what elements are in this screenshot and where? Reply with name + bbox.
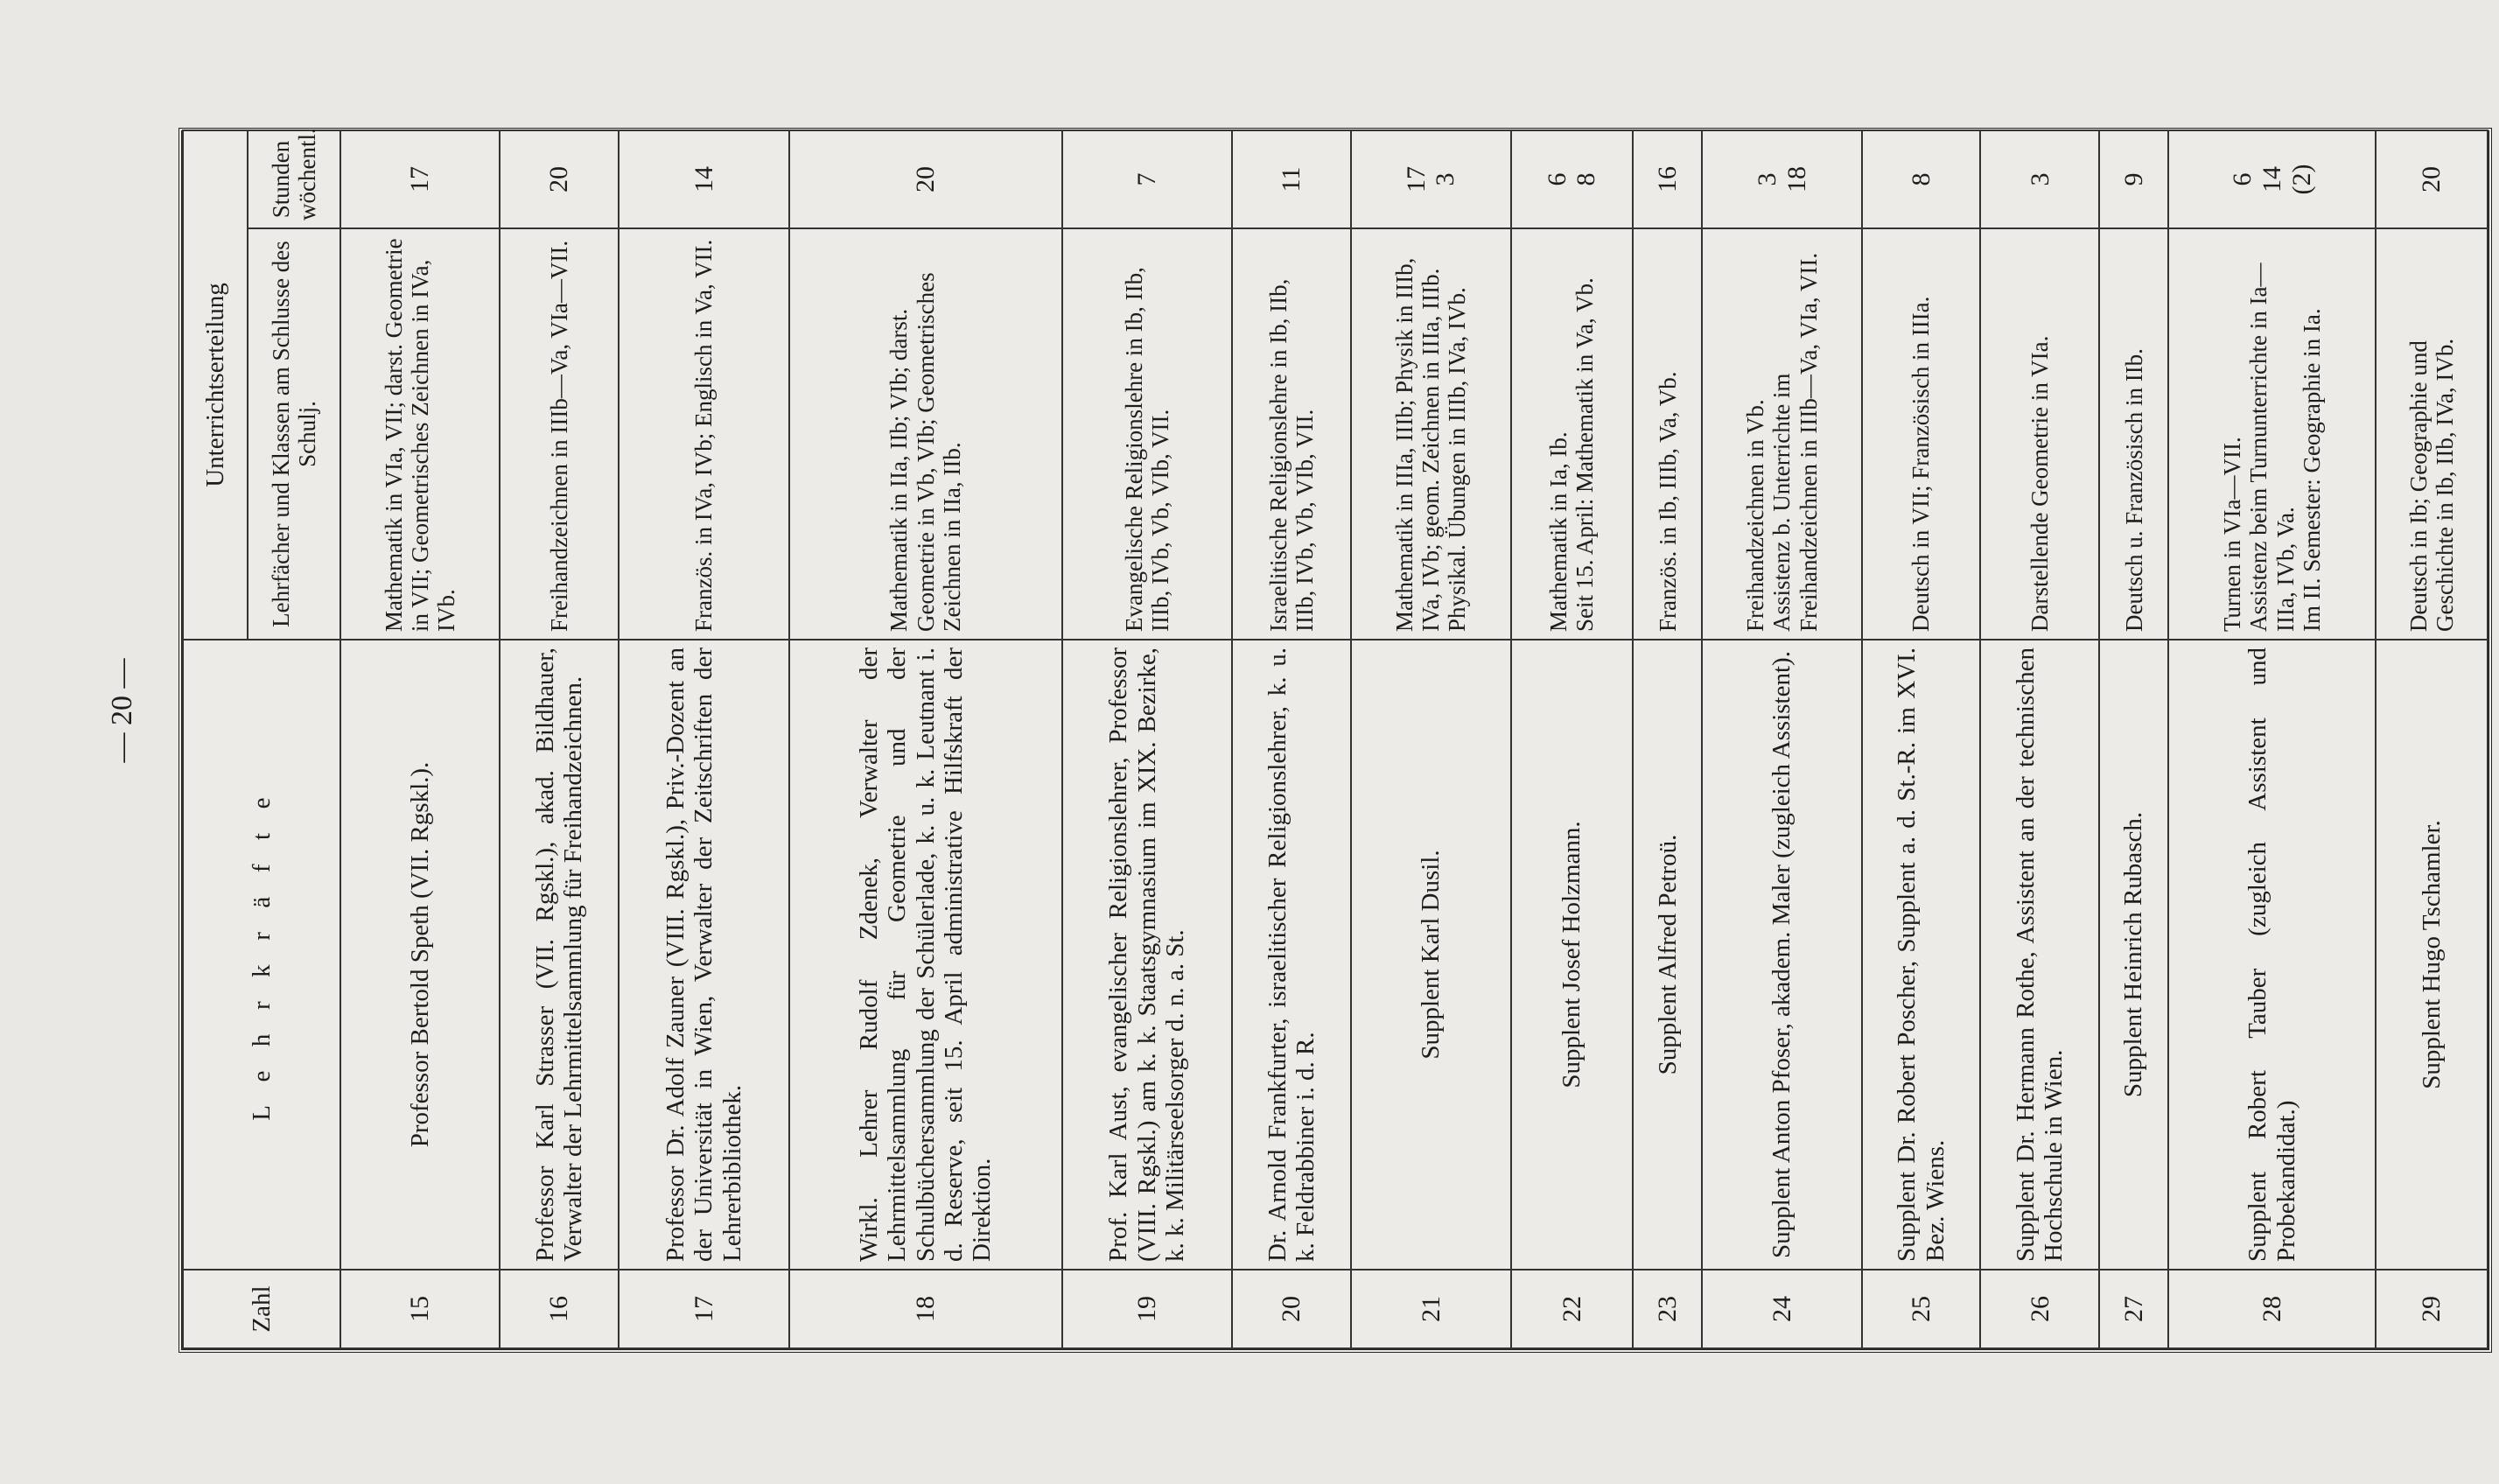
table-row — [1980, 130, 2099, 1348]
weekly-hours: 20 — [544, 166, 574, 192]
hours-cell — [1062, 130, 1233, 228]
subject-entry: Mathematik in Ia, Ib. — [1545, 431, 1572, 632]
subject-entry: Im II. Semester: Geographie in Ia. — [2298, 308, 2325, 632]
hours-cell — [1862, 130, 1981, 228]
hours-cell — [340, 130, 500, 228]
weekly-hours: 14 — [2257, 166, 2286, 192]
hours-cell — [1511, 130, 1634, 228]
teacher-cell — [1862, 640, 1981, 1270]
row-number: 17 — [619, 1270, 789, 1348]
teacher-cell — [340, 640, 500, 1270]
subject-entry: Physikal. Übungen in IIIb, IVa, IVb. — [1444, 287, 1471, 632]
teacher-cell — [1351, 640, 1510, 1270]
table-body — [340, 130, 2488, 1348]
weekly-hours: 20 — [910, 166, 940, 192]
subjects-cell — [619, 228, 789, 640]
hours-cell — [1980, 130, 2099, 228]
hours-cell — [2168, 130, 2376, 228]
teacher-description: Dr. Arnold Frankfurter, israelitischer Religionslehrer, k. u. k. Feldrabbiner i. d. R. — [1263, 648, 1320, 1262]
weekly-hours: 8 — [1572, 172, 1601, 186]
row-number: 29 — [2376, 1270, 2488, 1348]
staff-table — [182, 130, 2488, 1349]
header-hours: Stunden wöchentl. — [248, 130, 340, 228]
table-row — [1511, 130, 1634, 1348]
table-row — [1232, 130, 1351, 1348]
teacher-cell — [1980, 640, 2099, 1270]
page-number: — 20 — — [106, 658, 138, 763]
subjects-cell — [2099, 228, 2168, 640]
hours-cell — [1702, 130, 1861, 228]
row-number: 21 — [1351, 1270, 1510, 1348]
teacher-description: Professor Bertold Speth (VII. Rgskl.). — [405, 761, 434, 1148]
row-number: 23 — [1633, 1270, 1702, 1348]
row-number: 22 — [1511, 1270, 1634, 1348]
subject-entry: Evangelische Religionslehre in Ib, IIb, IIIb, IVb, Vb, VIb, VII. — [1120, 267, 1174, 632]
subjects-cell — [1351, 228, 1510, 640]
weekly-hours: 16 — [1653, 166, 1683, 192]
subjects-cell — [2168, 228, 2376, 640]
teacher-cell — [2099, 640, 2168, 1270]
teacher-description: Supplent Karl Dusil. — [1417, 850, 1446, 1060]
table-row — [340, 130, 500, 1348]
teacher-cell — [1232, 640, 1351, 1270]
row-number: 25 — [1862, 1270, 1981, 1348]
subjects-cell — [1511, 228, 1634, 640]
row-number: 27 — [2099, 1270, 2168, 1348]
row-number: 24 — [1702, 1270, 1861, 1348]
hours-cell — [789, 130, 1062, 228]
teacher-cell — [1702, 640, 1861, 1270]
weekly-hours: 11 — [1277, 166, 1306, 192]
subjects-cell — [789, 228, 1062, 640]
subjects-cell — [1633, 228, 1702, 640]
hours-cell — [500, 130, 619, 228]
row-number: 15 — [340, 1270, 500, 1348]
weekly-hours: 3 — [2025, 172, 2054, 186]
weekly-hours: 7 — [1132, 172, 1162, 186]
table-row — [1862, 130, 1981, 1348]
hours-cell — [619, 130, 789, 228]
subject-entry: Deutsch in Ib; Geographie und Geschichte in Ib, IIb, IVa, IVb. — [2404, 338, 2459, 632]
staff-table-frame — [178, 128, 2492, 1353]
subject-entry: Israelitische Religionslehre in Ib, IIb, IIIb, IVb, Vb, VIb, VII. — [1265, 278, 1319, 632]
teacher-cell — [1511, 640, 1634, 1270]
weekly-hours: 17 — [1401, 166, 1431, 192]
teacher-description: Supplent Dr. Hermann Rothe, Assistent an der technischen Hochschule in Wien. — [2011, 648, 2068, 1262]
subjects-cell — [500, 228, 619, 640]
table-row — [2099, 130, 2168, 1348]
weekly-hours: 20 — [2417, 166, 2446, 192]
subjects-cell — [2376, 228, 2488, 640]
subject-entry: Seit 15. April: Mathematik in Va, Vb. — [1572, 277, 1599, 632]
header-subjects: Lehrfächer und Klassen am Schlusse des Schulj. — [248, 228, 340, 640]
teacher-cell — [789, 640, 1062, 1270]
teacher-description: Supplent Robert Tauber (zugleich Assistent und Probekandidat.) — [2244, 648, 2300, 1262]
header-instruction: Unterrichtserteilung — [183, 130, 248, 640]
subject-entry: Turnen in VIa—VII. — [2219, 437, 2246, 632]
subject-entry: Französ. in IVa, IVb; Englisch in Va, VII. — [690, 239, 718, 632]
teacher-cell — [1633, 640, 1702, 1270]
row-number: 20 — [1232, 1270, 1351, 1348]
table-row — [2168, 130, 2376, 1348]
subjects-cell — [1702, 228, 1861, 640]
table-row — [1351, 130, 1510, 1348]
header-teachers: L e h r k r ä f t e — [183, 640, 340, 1270]
teacher-description: Supplent Heinrich Rubasch. — [2119, 811, 2148, 1098]
weekly-hours: 6 — [2228, 172, 2258, 186]
teacher-description: Prof. Karl Aust, evangelischer Religionslehrer, Professor (VIII. Rgskl.) am k. k. Staatsgymnasium im XIX. Bezirke, k. k. Militärseelsorger d. n. a. St. — [1104, 648, 1190, 1262]
subjects-cell — [1862, 228, 1981, 640]
subject-entry: Deutsch in VII; Französisch in IIIa. — [1908, 296, 1935, 632]
subject-entry: Mathematik in IIIa, IIIb; Physik in IIIb, IVa, IVb; geom. Zeichnen in IIIa, IIIb. — [1390, 257, 1445, 632]
teacher-cell — [2168, 640, 2376, 1270]
subjects-cell — [340, 228, 500, 640]
subject-entry: Assistenz b. Unterrichte im Freihandzeichnen in IIIb—Va, VIa, VII. — [1768, 252, 1822, 632]
subject-entry: Mathematik in VIa, VII; darst. Geometrie in VII; Geometrisches Zeichnen in IVa, IVb. — [380, 238, 460, 632]
table-row — [2376, 130, 2488, 1348]
teacher-cell — [1062, 640, 1233, 1270]
teacher-description: Wirkl. Lehrer Rudolf Zdenek, Verwalter der Lehrmittelsammlung für Geometrie und der Schulbüchersammlung der Schülerlade, k. u. k. Leutnant i. d. Reserve, seit 15. April administrative Hilfskraft der Direktion. — [854, 648, 997, 1262]
subject-entry: Freihandzeichnen in Vb. — [1742, 399, 1769, 632]
subject-entry: Assistenz beim Turnunterrichte in Ia—IIIa, IVb, Va. — [2245, 262, 2299, 632]
weekly-hours: 3 — [1431, 172, 1460, 186]
row-number: 18 — [789, 1270, 1062, 1348]
table-row — [789, 130, 1062, 1348]
teacher-description: Supplent Josef Holzmann. — [1558, 821, 1586, 1088]
row-number: 16 — [500, 1270, 619, 1348]
weekly-hours: 17 — [405, 166, 435, 192]
weekly-hours: 18 — [1782, 166, 1811, 192]
weekly-hours: 6 — [1542, 172, 1572, 186]
table-row — [619, 130, 789, 1348]
hours-cell — [2376, 130, 2488, 228]
teacher-cell — [500, 640, 619, 1270]
subjects-cell — [1232, 228, 1351, 640]
table-row — [1702, 130, 1861, 1348]
hours-cell — [1351, 130, 1510, 228]
teacher-description: Supplent Alfred Petroü. — [1653, 834, 1682, 1075]
hours-cell — [1633, 130, 1702, 228]
table-row — [1062, 130, 1233, 1348]
header-number: Zahl — [183, 1270, 340, 1348]
subject-entry: Darstellende Geometrie in VIa. — [2026, 335, 2054, 632]
teacher-description: Supplent Hugo Tschamler. — [2417, 820, 2446, 1089]
subject-entry: Freihandzeichnen in IIIb—Va, VIa—VII. — [546, 240, 573, 632]
subjects-cell — [1980, 228, 2099, 640]
teacher-description: Supplent Anton Pfoser, akadem. Maler (zugleich Assistent). — [1768, 651, 1796, 1258]
subject-entry: Mathematik in IIa, IIb; VIb; darst. Geometrie in Vb, VIb; Geometrisches Zeichnen in IIa, IIb. — [886, 272, 965, 632]
subject-entry: Deutsch u. Französisch in IIb. — [2120, 348, 2147, 632]
weekly-hours: (2) — [2286, 164, 2316, 195]
subjects-cell — [1062, 228, 1233, 640]
subject-entry: Französ. in Ib, IIIb, Va, Vb. — [1654, 371, 1681, 632]
row-number: 19 — [1062, 1270, 1233, 1348]
table-row — [1633, 130, 1702, 1348]
weekly-hours: 14 — [689, 166, 718, 192]
teacher-description: Professor Dr. Adolf Zauner (VIII. Rgskl.), Priv.-Dozent an der Universität in Wien, Verwalter der Zeitschriften der Lehrerbibliothek. — [661, 648, 746, 1262]
weekly-hours: 3 — [1752, 172, 1782, 186]
hours-cell — [1232, 130, 1351, 228]
weekly-hours: 8 — [1906, 172, 1936, 186]
table-row — [500, 130, 619, 1348]
teacher-description: Professor Karl Strasser (VII. Rgskl.), akad. Bildhauer, Verwalter der Lehrmittelsammlung für Freihandzeichnen. — [530, 648, 588, 1262]
weekly-hours: 9 — [2118, 172, 2148, 186]
teacher-description: Supplent Dr. Robert Poscher, Supplent a. d. St.-R. im XVI. Bez. Wiens. — [1893, 648, 1950, 1262]
teacher-cell — [2376, 640, 2488, 1270]
table-area — [180, 119, 2499, 1362]
row-number: 26 — [1980, 1270, 2099, 1348]
hours-cell — [2099, 130, 2168, 228]
teacher-cell — [619, 640, 789, 1270]
row-number: 28 — [2168, 1270, 2376, 1348]
